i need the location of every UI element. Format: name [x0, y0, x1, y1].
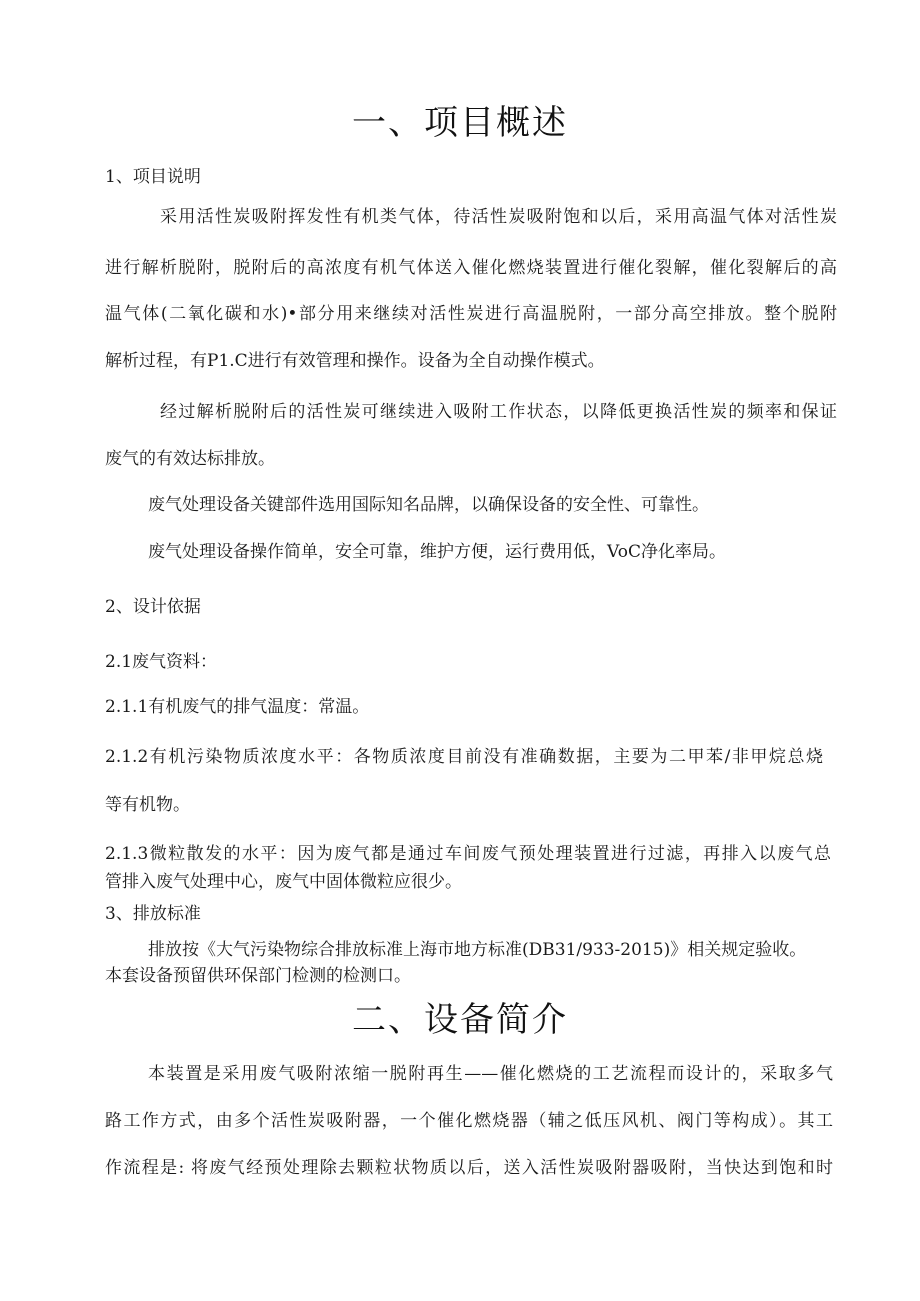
paragraph-line: 采用活性炭吸附挥发性有机类气体，待活性炭吸附饱和以后，采用高温气体对活性炭: [160, 207, 837, 227]
paragraph-line: 本套设备预留供环保部门检测的检测口。: [105, 966, 411, 986]
paragraph-line: 废气处理设备关键部件选用国际知名品牌，以确保设备的安全性、可靠性。: [148, 495, 709, 515]
paragraph-line: 进行解析脱附，脱附后的高浓度有机气体送入催化燃烧装置进行催化裂解，催化裂解后的高: [105, 258, 837, 278]
item-2-1-1: 2.1.1有机废气的排气温度：常温。: [105, 697, 370, 717]
paragraph-line: 废气的有效达标排放。: [105, 449, 275, 469]
paragraph-line: 路工作方式，由多个活性炭吸附器，一个催化燃烧器（辅之低压风机、阀门等构成）。其工: [105, 1111, 833, 1131]
section-1-title: 一、项目概述: [352, 103, 568, 143]
section-2-title: 二、设备简介: [352, 1000, 568, 1040]
subheading-design-basis: 2、设计依据: [105, 597, 201, 617]
item-2-1-2: 2.1.2有机污染物质浓度水平：各物质浓度目前没有准确数据，主要为二甲苯/非甲烷总烧: [105, 747, 823, 767]
item-2-1-3-cont: 管排入废气处理中心，废气中固体微粒应很少。: [105, 872, 462, 892]
subheading-project-description: 1、项目说明: [105, 167, 201, 187]
paragraph-line: 经过解析脱附后的活性炭可继续进入吸附工作状态，以降低更换活性炭的频率和保证: [160, 402, 837, 422]
paragraph-line: 排放按《大气污染物综合排放标准上海市地方标准(DB31/933-2015)》相关规定验收。: [148, 940, 807, 960]
paragraph-line: 本装置是采用废气吸附浓缩一脱附再生——催化燃烧的工艺流程而设计的，采取多气: [148, 1064, 833, 1084]
item-2-1: 2.1废气资料：: [105, 652, 218, 672]
subheading-emission-standard: 3、排放标准: [105, 904, 201, 924]
item-2-1-2-cont: 等有机物。: [105, 795, 190, 815]
item-2-1-3: 2.1.3微粒散发的水平：因为废气都是通过车间废气预处理装置进行过滤，再排入以废气总: [105, 844, 831, 864]
paragraph-line: 作流程是: 将废气经预处理除去颗粒状物质以后，送入活性炭吸附器吸附，当快达到饱和时: [105, 1158, 833, 1178]
paragraph-line: 温气体(二氧化碳和水)•部分用来继续对活性炭进行高温脱附，一部分高空排放。整个脱附: [105, 304, 837, 324]
paragraph-line: 解析过程，有P1.C进行有效管理和操作。设备为全自动操作模式。: [105, 351, 605, 371]
paragraph-line: 废气处理设备操作简单，安全可靠，维护方便，运行费用低，VoC净化率局。: [148, 542, 726, 562]
